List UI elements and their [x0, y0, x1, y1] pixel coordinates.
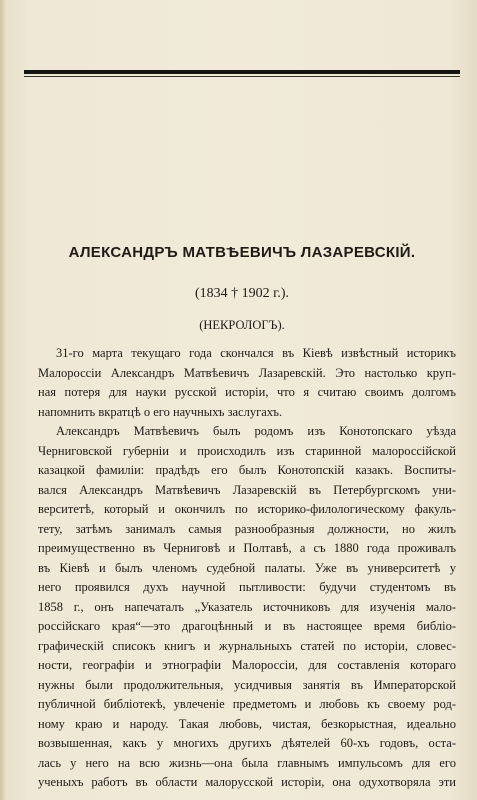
text-line: Малороссіи Александръ Матвѣевичъ Лазаревскій. Это настолько круп- — [38, 365, 456, 380]
article-dates: (1834 † 1902 г.). — [195, 286, 289, 301]
text-line: графическій списокъ книгъ и журнальныхъ статей по исторіи, словес- — [38, 638, 456, 653]
text-line: ная потеря для науки русской исторіи, что я считаю своимъ долгомъ — [38, 385, 456, 399]
page-binding-shadow — [0, 0, 6, 800]
text-line: 1858 г., онъ напечаталъ „Указатель источниковъ для изученія мало- — [38, 599, 456, 614]
article-subtitle: (НЕКРОЛОГЪ). — [199, 318, 285, 332]
header-rule-thin — [24, 76, 460, 77]
text-line: ности, географіи и этнографіи Малороссіи, для составленія котораго — [38, 658, 456, 672]
text-line: верситетѣ, который и окончилъ по историко-филологическому факуль- — [38, 502, 456, 516]
text-line: 31-го марта текущаго года скончался въ Кіевѣ извѣстный историкъ — [56, 346, 456, 360]
text-line: казацкой фамиліи: прадѣдъ его былъ Конотопскій казакъ. Воспиты- — [38, 463, 456, 477]
text-line: напомнить вкратцѣ о его научныхъ заслугахъ. — [38, 404, 283, 419]
paragraph-2 — [38, 422, 456, 793]
text-line: него проявился духъ научной пытливости: будучи студентомъ въ — [38, 580, 456, 594]
text-line: тету, затѣмъ занималъ самыя разнообразныя должности, но жилъ — [38, 521, 456, 536]
text-line: ученыхъ работъ въ области малорусской исторіи, она одухотворяла эти — [38, 775, 456, 789]
text-line: Черниговской губерніи и происходилъ изъ старинной малороссійской — [38, 443, 456, 458]
text-line: ному краю и народу. Такая любовь, чистая, безкорыстная, идеально — [38, 716, 456, 731]
article-body — [38, 344, 456, 793]
header-rule-thick — [24, 70, 460, 74]
text-line: лась у него на всю жизнь—она была главнымъ импульсомъ для его — [38, 755, 456, 770]
text-line: вался Александръ Матвѣевичъ Лазаревскій въ Петербургскомъ уни- — [38, 482, 456, 497]
article-title: АЛЕКСАНДРЪ МАТВѢЕВИЧЪ ЛАЗАРЕВСКІЙ. — [68, 244, 416, 261]
text-line: нужны были продолжительныя, усидчивыя занятія въ Императорской — [38, 677, 456, 692]
paragraph-1 — [38, 344, 456, 422]
text-line: россійскаго края“—это драгоцѣнный и въ настоящее время библіо- — [38, 619, 456, 633]
text-line: возвышенная, какъ у многихъ другихъ дѣятелей 60-хъ годовъ, оста- — [38, 736, 456, 750]
text-line: преимущественно въ Черниговѣ и Полтавѣ, а съ 1880 года проживалъ — [38, 541, 456, 555]
text-line: Александръ Матвѣевичъ былъ родомъ изъ Конотопскаго уѣзда — [56, 424, 456, 438]
text-line: публичной библіотекѣ, увлеченіе предметомъ и любовь къ своему род- — [38, 697, 456, 711]
text-line: въ Кіевѣ и былъ членомъ судебной палаты. Уже въ университетѣ у — [38, 560, 456, 575]
